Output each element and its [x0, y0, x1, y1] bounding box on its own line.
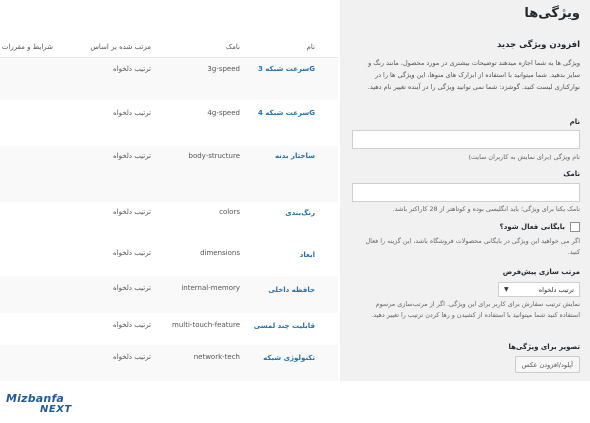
form-intro-text: ویژگی ها به شما اجازه میدهند توضیحات بیشتری در مورد محصول، مانند رنگ و سایز بدهید. شما میتوانید با استفاده از ابزارک های منوها، این ویژگی ها را در نوارکناری لیست کنید. گوشزد: شما نمی توانید ویژگی را در آینده تغییر نام دهید.: [367, 59, 580, 91]
attribute-order: ترتیب دلخواه: [113, 109, 151, 117]
table-row: [0, 146, 338, 202]
attribute-name-link[interactable]: سرعت شبکه 4G: [258, 109, 315, 117]
table-row: [0, 238, 338, 276]
slug-description: نامک یکتا برای ویژگی؛ باید انگلیسی بوده و کوتاهتر از 28 کاراکتر باشد.: [392, 205, 580, 213]
attribute-name-link[interactable]: سرعت شبکه 3G: [258, 65, 315, 73]
table-row: [0, 313, 338, 345]
archive-checkbox[interactable]: [570, 222, 580, 232]
attribute-slug: network-tech: [193, 353, 240, 361]
slug-label: نامک: [563, 170, 580, 178]
table-row: [0, 100, 338, 146]
attribute-name-link[interactable]: ساختار بدنه: [274, 152, 315, 160]
attribute-slug: multi-touch-feature: [172, 321, 240, 329]
name-label: نام: [569, 118, 580, 126]
attribute-name-link[interactable]: حافظه داخلی: [268, 286, 315, 294]
attribute-name-link[interactable]: رنگ‌بندی: [285, 209, 315, 217]
table-header: [0, 38, 338, 58]
archive-label: بایگانی فعال شود؟: [499, 223, 565, 231]
attribute-order: ترتیب دلخواه: [113, 321, 151, 329]
name-input[interactable]: [352, 130, 580, 149]
logo-subtext: NEXT: [40, 404, 72, 415]
mizbanfa-logo: [6, 392, 90, 418]
attribute-slug: body-structure: [188, 152, 240, 160]
sort-description: نمایش ترتیب سفارش برای کاربر برای این ویژگی. اگر از مرتب‌سازی مرسوم استفاده کنید شما میتوانید با استفاده از کشیدن و رها کردن ترتیب را تغییر دهید.: [371, 300, 580, 319]
attribute-order: ترتیب دلخواه: [113, 353, 151, 361]
name-description: نام ویژگی (برای نمایش به کاربران سایت): [468, 153, 580, 161]
attribute-slug: internal-memory: [181, 284, 240, 292]
attribute-slug: 3g-speed: [207, 65, 240, 73]
table-row: [0, 59, 338, 100]
table-row: [0, 276, 338, 313]
header-slug[interactable]: نامک: [225, 43, 240, 51]
attribute-order: ترتیب دلخواه: [113, 284, 151, 292]
attribute-slug: 4g-speed: [207, 109, 240, 117]
attribute-order: ترتیب دلخواه: [113, 208, 151, 216]
default-sort-select[interactable]: [498, 282, 580, 297]
add-attribute-panel: [340, 0, 590, 381]
attribute-name-link[interactable]: تکنولوژی شبکه: [263, 354, 315, 362]
archive-option: [500, 222, 580, 232]
slug-input[interactable]: [352, 183, 580, 202]
header-name[interactable]: نام: [306, 43, 315, 51]
sort-label: مرتب سازی پیش‌فرض: [502, 268, 580, 276]
header-terms[interactable]: شرایط و مقررات: [1, 43, 53, 51]
form-heading: افزودن ویژگی جدید: [496, 40, 580, 50]
sort-selected-value: ترتیب دلخواه: [538, 285, 574, 294]
attribute-slug: dimensions: [200, 249, 240, 257]
header-order[interactable]: مرتب شده بر اساس: [90, 43, 151, 51]
attribute-slug: colors: [219, 208, 240, 216]
table-row: [0, 345, 338, 381]
chevron-down-icon: ▼: [504, 286, 509, 293]
page-title: ویژگی‌ها: [524, 6, 580, 21]
attribute-name-link[interactable]: قابلیت چند لمسی: [253, 322, 315, 330]
logo-wordmark: Mizbanfa: [6, 392, 65, 405]
attribute-name-link[interactable]: ابعاد: [299, 251, 315, 259]
table-row: [0, 202, 338, 238]
image-label: تصویر برای ویژگی‌ها: [508, 343, 580, 351]
archive-description: اگر می خواهید این ویژگی در بایگانی محصولات فروشگاه باشد، این گزینه را فعال کنید.: [365, 237, 580, 256]
attribute-order: ترتیب دلخواه: [113, 249, 151, 257]
attribute-order: ترتیب دلخواه: [113, 152, 151, 160]
upload-image-button[interactable]: آپلود/افزودن عکس: [515, 356, 580, 373]
attribute-order: ترتیب دلخواه: [113, 65, 151, 73]
